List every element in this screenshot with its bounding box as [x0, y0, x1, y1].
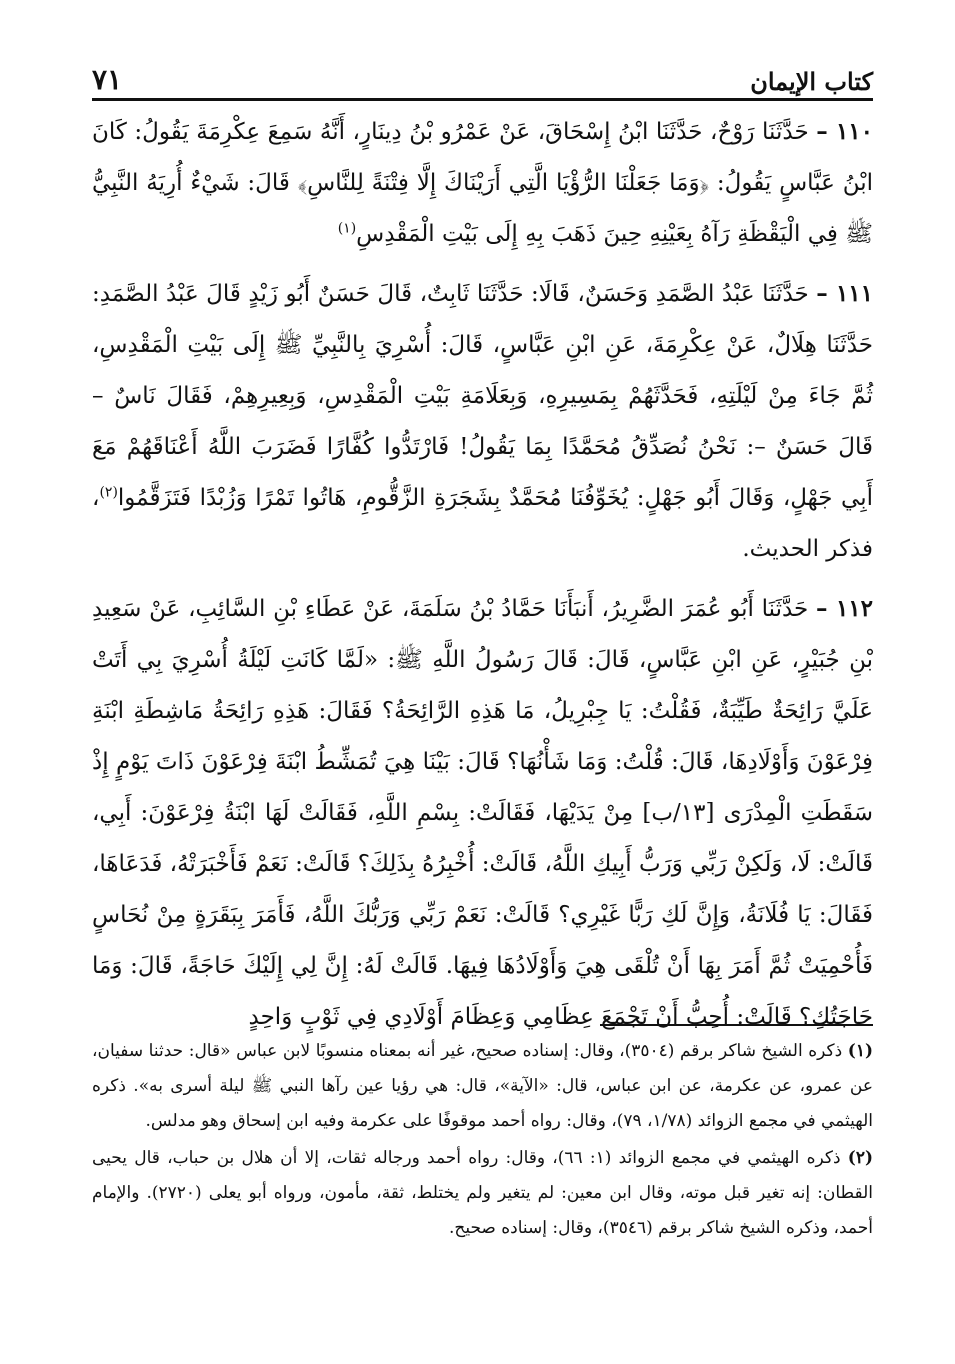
footnote-2 — [92, 1141, 873, 1246]
main-text — [92, 106, 874, 1030]
hadith-number: ١١٢ – — [816, 595, 874, 622]
hadith-text: حَدَّثَنَا أَبُو عُمَرَ الضَّرِيرُ، أَنبَأَنَا حَمَّادُ بْنُ سَلَمَةَ، عَنْ عَطَاءِ بْنِ السَّائِبِ، عَنْ سَعِيدِ بْنِ جُبَيْرٍ، عَنِ ابْنِ عَبَّاسٍ، قَالَ: قَالَ رَسُولُ اللَّهِ ﷺ: «لَمَّا كَانَتِ لَيْلَةُ أُسْرِيَ بِي أَتَتْ عَلَيَّ رَائِحَةٌ طَيِّبَةٌ، فَقُلْتُ: يَا جِبْرِيلُ، مَا هَذِهِ الرَّائِحَةُ؟ فَقَالَ: هَذِهِ رَائِحَةُ مَاشِطَةِ ابْنَةِ فِرْعَوْنَ وَأَوْلَادِهَا، قَالَ: قُلْتُ: وَمَا شَأْنُهَا؟ قَالَ: بَيْنَا هِيَ تُمَشِّطُ ابْنَةَ فِرْعَوْنَ ذَاتَ يَوْمٍ إِذْ سَقَطَتِ الْمِدْرَى [١٣/ب] مِنْ يَدَيْهَا، فَقَالَتْ: بِسْمِ اللَّهِ، فَقَالَتْ لَهَا ابْنَةُ فِرْعَوْنَ: أَبِي، قَالَتْ: لَا، وَلَكِنْ رَبِّي وَرَبُّ أَبِيكِ اللَّهُ، قَالَتْ: أُخْبِرُهُ بِذَلِكَ؟ قَالَتْ: نَعَمْ فَأَخْبَرَتْهُ، فَدَعَاهَا، فَقَالَ: يَا فُلَانَةُ، وَإِنَّ لَكِ رَبًّا غَيْرِي؟ قَالَتْ: نَعَمْ رَبِّي وَرَبُّكَ اللَّهُ، فَأَمَرَ بِبَقَرَةٍ مِنْ نُحَاسٍ فَأُحْمِيَتْ ثُمَّ أَمَرَ بِهَا أَنْ تُلْقَى هِيَ وَأَوْلَادُهَا فِيهَا. قَالَتْ لَهُ: إِنَّ لِي إِلَيْكَ حَاجَةً، قَالَ: وَمَا حَاجَتُكِ؟ قَالَتْ: أُحِبُّ أَنْ تَجْمَعَ عِظَامِي وَعِظَامَ أَوْلَادِي فِي ثَوْبٍ وَاحِدٍ — [92, 596, 873, 1030]
header-rule — [92, 98, 873, 101]
footnote-number: (١) — [847, 1041, 873, 1061]
footnotes — [92, 1034, 873, 1350]
hadith-112 — [92, 583, 873, 1043]
footnote-ref[interactable]: (١) — [337, 220, 357, 237]
footnote-number: (٢) — [847, 1148, 873, 1168]
book-title: كتاب الإيمان — [750, 67, 873, 96]
footnote-1 — [92, 1034, 873, 1139]
hadith-text: حَدَّثَنَا رَوْحٌ، حَدَّثَنَا ابْنُ إِسْحَاقَ، عَنْ عَمْرُو بْنُ دِينَارٍ، أَنَّهُ سَمِعَ عِكْرِمَةَ يَقُولُ: كَانَ ابْنُ عَبَّاسٍ يَقُولُ: ﴿وَمَا جَعَلْنَا الرُّؤْيَا الَّتِي أَرَيْنَاكَ إِلَّا فِتْنَةً لِلنَّاسِ﴾ قَالَ: شَيْءٌ أُرِيَهُ النَّبِيُّ ﷺ فِي الْيَقْظَةِ رَآهُ بِعَيْنِهِ حِينَ ذَهَبَ بِهِ إِلَى بَيْتِ الْمَقْدِسِ — [92, 119, 873, 247]
hadith-111 — [92, 268, 873, 575]
page-number: ٧١ — [92, 63, 123, 96]
footnote-rule — [600, 1024, 873, 1026]
footnote-ref[interactable]: (٢) — [99, 484, 118, 501]
hadith-number: ١١٠ – — [816, 118, 874, 145]
footnote-text: ذكره الهيثمي في مجمع الزوائد (١: ٦٦)، وقال: رواه أحمد ورجاله ثقات، إلا أن هلال بن حباب، قال يحيى القطان: إنه تغير قبل موته، وقال ابن معين: لم يتغير ولم يختلط، ثقة، مأمون، ورواه أبو يعلى (٢٧٢٠). والإمام أحمد، وذكره الشيخ شاكر برقم (٣٥٤٦)، وقال: إسناده صحيح. — [92, 1148, 873, 1238]
hadith-tail: ، فذكر الحديث. — [92, 485, 873, 562]
hadith-110 — [92, 106, 873, 260]
footnote-text: ذكره الشيخ شاكر برقم (٣٥٠٤)، وقال: إسناده صحيح، غير أنه بمعناه منسوبًا لابن عباس «قال: حدثنا سفيان، عن عمرو، عن عكرمة، عن ابن عباس، قال: «الآية»، قال: هي رؤيا عين رآها النبي ﷺ ليلة أسرى به». ذكره الهيثمي في مجمع الزوائد (١/٧٨، ٧٩)، وقال: رواه أحمد موقوفًا على عكرمة وفيه ابن إسحاق وهو مدلس. — [92, 1041, 873, 1131]
hadith-number: ١١١ – — [816, 280, 874, 307]
hadith-text: حَدَّثَنَا عَبْدُ الصَّمَدِ وَحَسَنٌ، قَالَا: حَدَّثَنَا ثَابِتٌ، قَالَ حَسَنٌ أَبُو زَيْدٍ قَالَ عَبْدُ الصَّمَدِ: حَدَّثَنَا هِلَالٌ، عَنْ عِكْرِمَةَ، عَنِ ابْنِ عَبَّاسٍ، قَالَ: أُسْرِيَ بِالنَّبِيِّ ﷺ إِلَى بَيْتِ الْمَقْدِسِ، ثُمَّ جَاءَ مِنْ لَيْلَتِهِ، فَحَدَّثَهُمْ بِمَسِيرِهِ، وَبِعَلَامَةِ بَيْتِ الْمَقْدِسِ، وَبِعِيرِهِمْ، فَقَالَ نَاسٌ – قَالَ حَسَنٌ –: نَحْنُ نُصَدِّقُ مُحَمَّدًا بِمَا يَقُولُ! فَارْتَدُّوا كُفَّارًا فَضَرَبَ اللَّهُ أَعْنَاقَهُمْ مَعَ أَبِي جَهْلٍ، وَقَالَ أَبُو جَهْلٍ: يُخَوِّفُنَا مُحَمَّدٌ بِشَجَرَةِ الزَّقُّومِ، هَاتُوا تَمْرًا وَزُبْدًا فَتَزَقَّمُوا — [92, 281, 873, 511]
page-header — [92, 56, 873, 96]
